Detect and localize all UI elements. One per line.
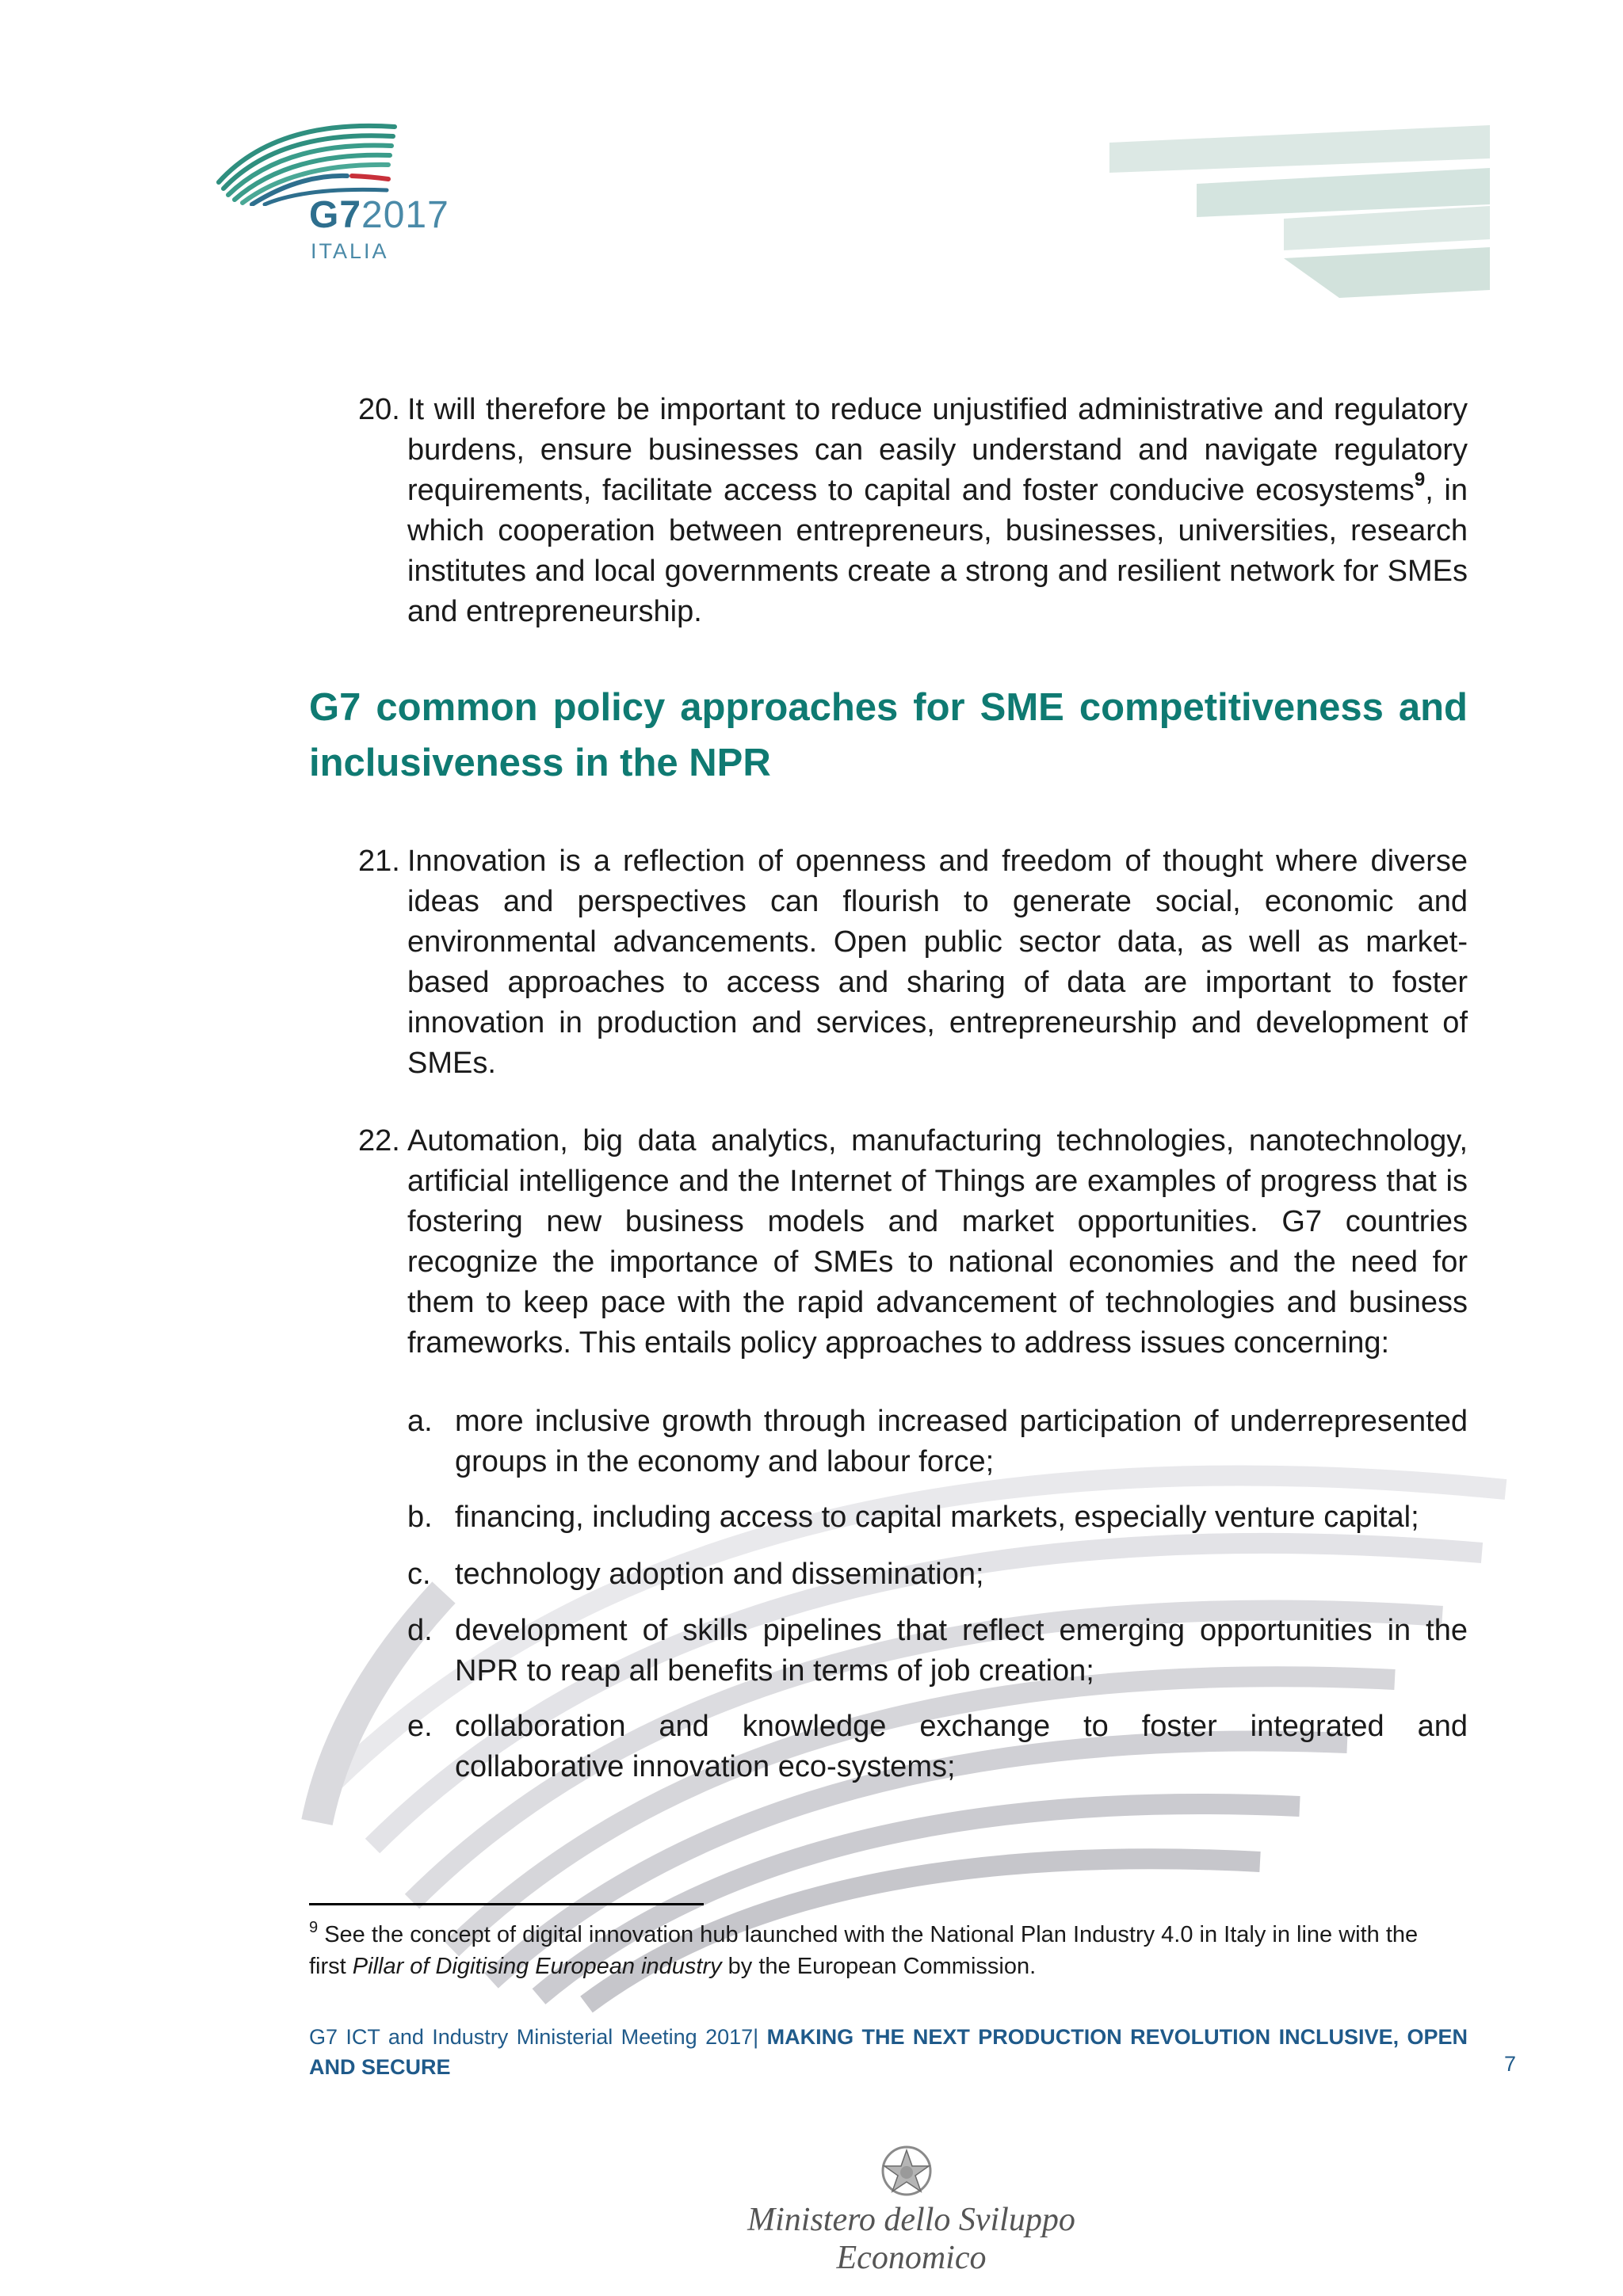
paragraph-text-part: , in which cooperation between entrepreneurs, businesses, universities, research institutes and local governments create a strong and resilient network for SMEs and entrepreneurship. xyxy=(407,474,1468,628)
list-item xyxy=(407,1402,1468,1482)
logo-wordmark xyxy=(309,195,449,236)
list-item xyxy=(407,1497,1468,1538)
decorative-stripes-icon xyxy=(1102,111,1514,317)
footer-title-text: MAKING THE NEXT PRODUCTION REVOLUTION INCLUSIVE, OPEN AND SECURE xyxy=(309,2025,1468,2079)
list-item-text: financing, including access to capital markets, especially venture capital; xyxy=(455,1501,1419,1534)
paragraph-text: Innovation is a reflection of openness and freedom of thought where diverse ideas and perspectives can flourish to generate social, economic and environmental advancements. Open public sector data, as well as market-based approaches to access and sharing of data are important to foster innovation in production and services, entrepreneurship and development of SMEs. xyxy=(407,845,1468,1080)
list-item xyxy=(407,1611,1468,1691)
list-item-letter: d. xyxy=(407,1614,433,1647)
list-item xyxy=(407,1554,1468,1595)
list-item-text: collaboration and knowledge exchange to foster integrated and collaborative innovation eco-systems; xyxy=(455,1710,1468,1783)
list-item xyxy=(407,1707,1468,1787)
footnote-italic-text: Pillar of Digitising European industry xyxy=(352,1954,722,1979)
list-item-letter: b. xyxy=(407,1501,433,1534)
list-item-text: more inclusive growth through increased participation of underrepresented groups in the economy and labour force; xyxy=(455,1405,1468,1478)
footnote-ref-link[interactable]: 9 xyxy=(1414,469,1426,490)
logo-year-text: 2017 xyxy=(361,194,449,236)
list-item-letter: e. xyxy=(407,1710,433,1743)
ministry-signature: Ministero dello Sviluppo Economico xyxy=(747,2202,1075,2276)
paragraph-20 xyxy=(358,390,1468,632)
logo-country-text: ITALIA xyxy=(311,239,389,263)
list-item-text: technology adoption and dissemination; xyxy=(455,1558,984,1591)
paragraph-number: 21. xyxy=(358,845,400,878)
footnote-text: by the European Commission. xyxy=(721,1954,1037,1979)
logo-arc-icon xyxy=(212,119,403,206)
list-item-letter: c. xyxy=(407,1558,431,1591)
paragraph-number: 22. xyxy=(358,1124,400,1158)
paragraph-text: Automation, big data analytics, manufacturing technologies, nanotechnology, artificial intelligence and the Internet of Things are examples of progress that is fostering new business models and market opportunities. G7 countries recognize the importance of SMEs to national economies and the need for them to keep pace with the rapid advancement of technologies and business frameworks. This entails policy approaches to address issues concerning: xyxy=(407,1124,1468,1360)
footnote-text: See the concept of digital innovation hub launched with the National Plan Industry 4.0 in Italy in line with the first xyxy=(309,1922,1419,1979)
footnote xyxy=(309,1919,1458,1982)
logo-g7-text: G7 xyxy=(309,194,362,236)
italian-emblem-icon xyxy=(875,2139,938,2203)
paragraph-text xyxy=(407,390,1468,632)
page-number: 7 xyxy=(1504,2052,1517,2076)
list-item-text: development of skills pipelines that reflect emerging opportunities in the NPR to reap all benefits in terms of job creation; xyxy=(455,1614,1468,1688)
g7-logo xyxy=(212,119,466,269)
section-heading: G7 common policy approaches for SME competitiveness and inclusiveness in the NPR xyxy=(309,686,1468,784)
paragraph-22 xyxy=(358,1121,1468,1363)
footer-separator: | xyxy=(753,2025,759,2049)
running-footer xyxy=(309,2022,1468,2082)
footer-meeting-text: G7 ICT and Industry Ministerial Meeting 2017 xyxy=(309,2025,754,2049)
list-item-letter: a. xyxy=(407,1405,433,1438)
paragraph-text-part: It will therefore be important to reduce unjustified administrative and regulatory burdens, ensure businesses can easily understand and navigate regulatory requirements, facilitate access to capital and foster conducive ecosystems xyxy=(407,393,1468,507)
footnote-number: 9 xyxy=(309,1919,319,1936)
footnote-divider xyxy=(309,1903,704,1905)
paragraph-21 xyxy=(358,841,1468,1084)
paragraph-number: 20. xyxy=(358,393,400,426)
